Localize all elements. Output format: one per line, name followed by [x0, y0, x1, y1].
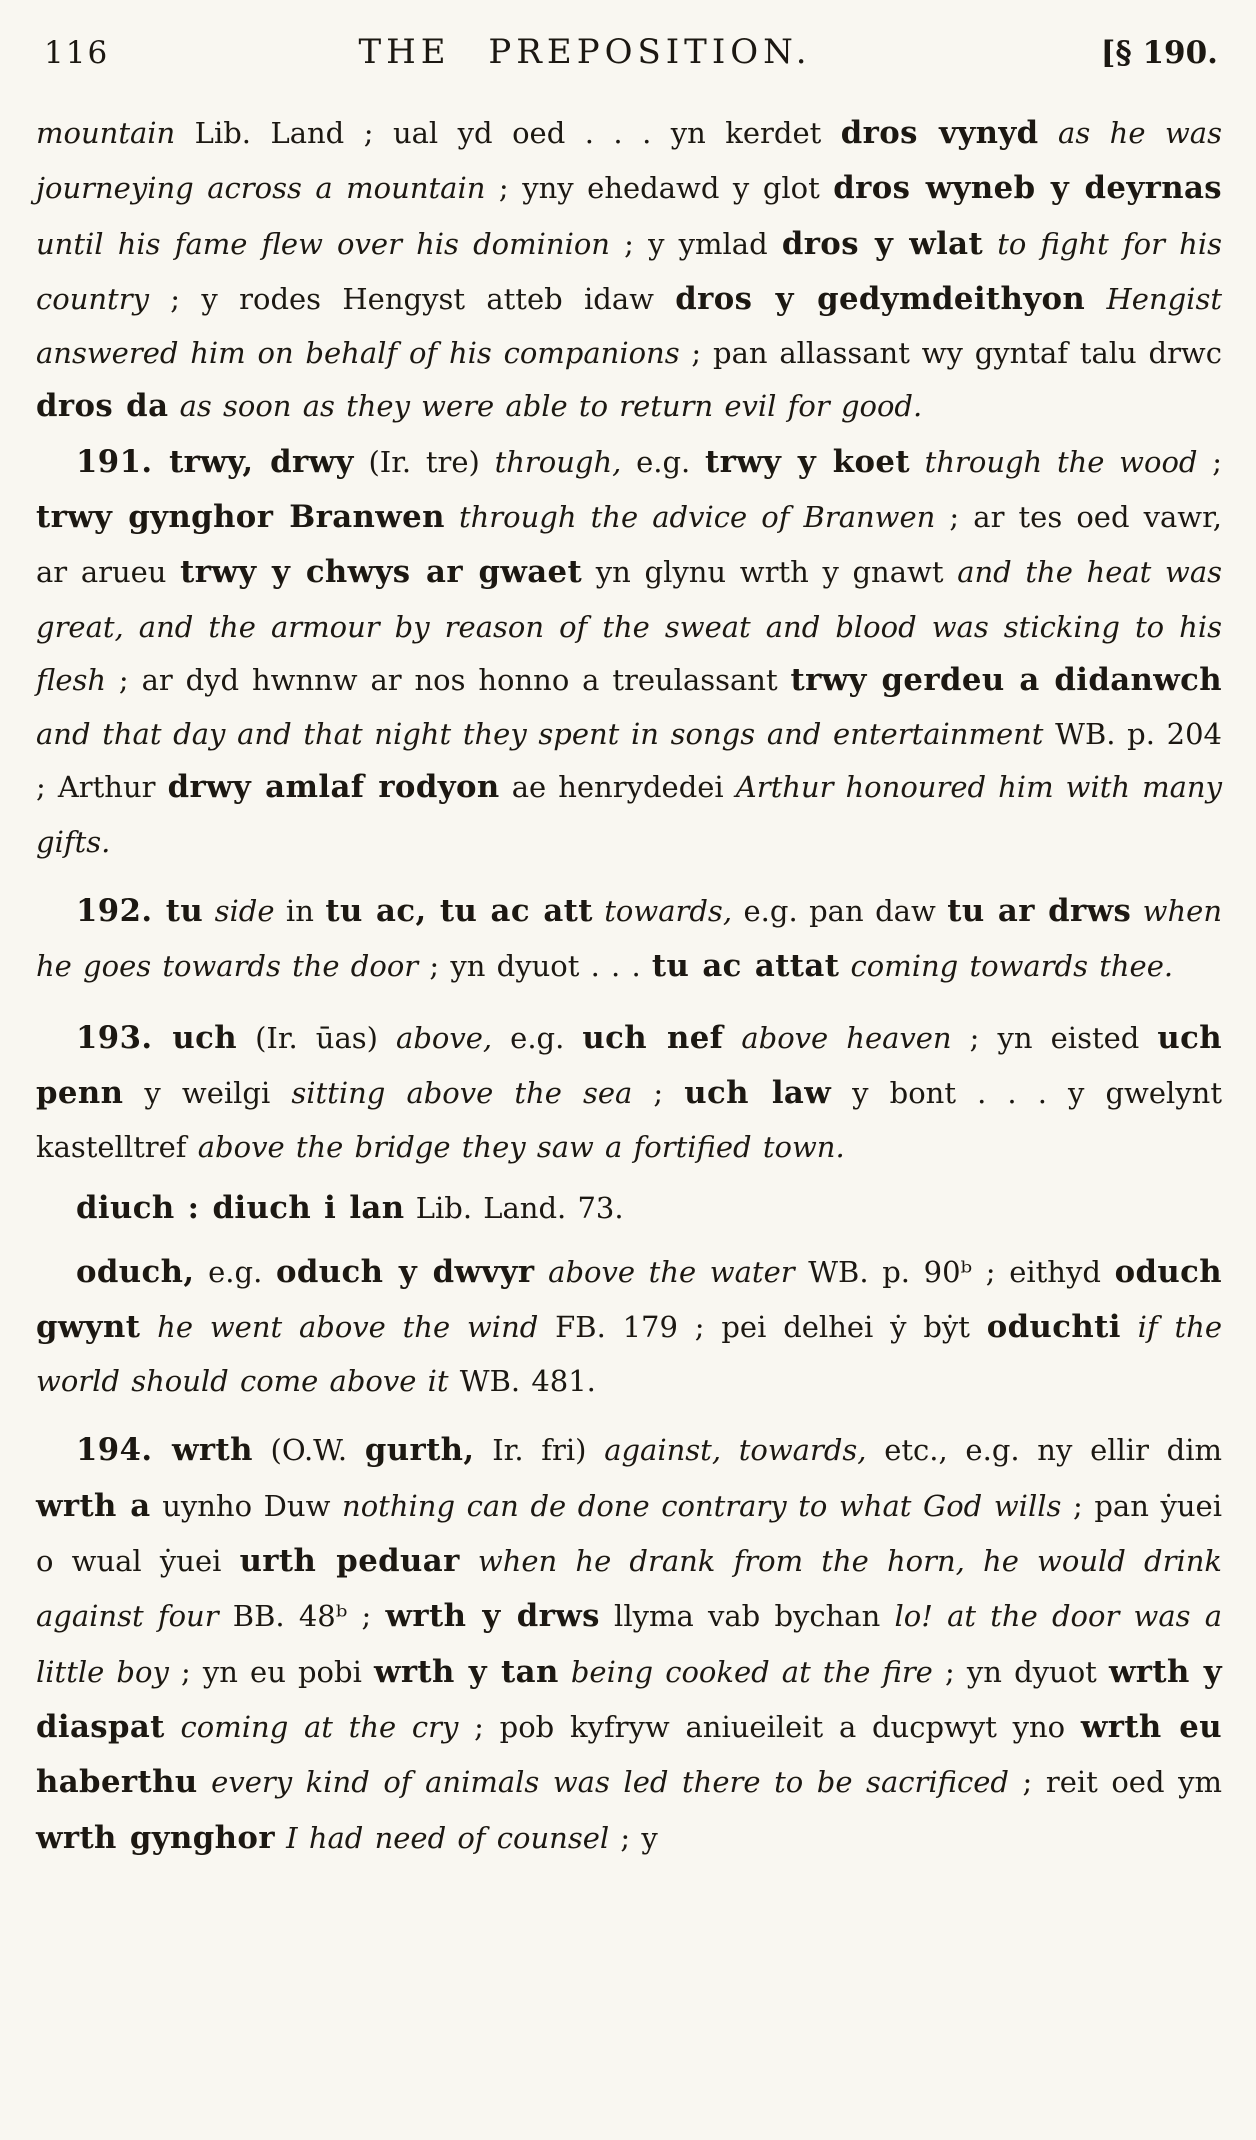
- body-text: llyma vab bychan: [599, 1599, 895, 1634]
- welsh-bold-text: uch law: [684, 1074, 832, 1111]
- italic-translation: towards,: [592, 893, 733, 928]
- welsh-bold-text: trwy y chwys ar gwaet: [180, 554, 583, 591]
- body-text: (Ir. ūas): [237, 1020, 397, 1055]
- body-text: WB. p. 204 ; Arthur: [36, 717, 1222, 805]
- welsh-bold-text: wrth y diaspat: [36, 1653, 1222, 1745]
- welsh-bold-text: oduch y dwvyr: [275, 1253, 535, 1290]
- body-text: ; y: [609, 1820, 658, 1855]
- paragraph: [36, 884, 1222, 995]
- body-text: (O.W.: [252, 1433, 365, 1468]
- body-text: ;: [1197, 444, 1222, 479]
- italic-translation: through,: [494, 444, 622, 479]
- body-text: ; yn eisted: [951, 1020, 1158, 1055]
- body-text: ; reit oed ym: [1008, 1765, 1222, 1800]
- italic-translation: above,: [396, 1020, 493, 1055]
- page-number: 116: [44, 35, 110, 71]
- paragraph: [36, 1011, 1222, 1174]
- paragraph: [36, 106, 1222, 435]
- welsh-bold-text: oduch,: [76, 1253, 195, 1290]
- welsh-bold-text: drwy amlaf rodyon: [167, 769, 500, 806]
- paragraph: [36, 435, 1222, 868]
- welsh-bold-text: oduchti: [986, 1308, 1121, 1345]
- body-text: ; ar dyd hwnnw ar nos honno a treulassant: [106, 662, 791, 697]
- body-text: ; yn dyuot . . .: [418, 949, 652, 984]
- paragraph: [36, 1423, 1222, 1866]
- body-text: yn glynu wrth y gnawt: [582, 555, 958, 590]
- body-text: Ir. fri): [474, 1433, 605, 1468]
- welsh-bold-text: 191. trwy, drwy: [76, 443, 354, 480]
- italic-translation: nothing can de done contrary to what God wills: [342, 1488, 1062, 1523]
- italic-translation: coming towards thee.: [839, 949, 1174, 984]
- italic-translation: until his fame flew over his dominion: [36, 226, 610, 261]
- body-text: ; pob kyfryw aniueileit a ducpwyt yno: [458, 1710, 1081, 1744]
- welsh-bold-text: dros da: [36, 388, 169, 425]
- welsh-bold-text: uch nef: [582, 1019, 724, 1056]
- body-text: ; y ymlad: [609, 226, 782, 261]
- welsh-bold-text: dros wyneb y deyrnas: [833, 170, 1222, 207]
- italic-translation: if the world should come above it: [36, 1309, 1222, 1399]
- body-text: Lib. Land. 73.: [404, 1191, 624, 1226]
- welsh-bold-text: 193. uch: [76, 1019, 238, 1056]
- italic-translation: to fight for his country: [36, 226, 1222, 316]
- body-text: (Ir. tre): [353, 444, 495, 479]
- welsh-bold-text: trwy y koet: [705, 443, 910, 480]
- welsh-bold-text: dros vynyd: [840, 115, 1039, 151]
- body-text: e.g.: [492, 1020, 583, 1055]
- welsh-bold-text: tu ac, tu ac att: [325, 892, 593, 929]
- italic-translation: sitting above the sea: [291, 1075, 633, 1110]
- body-text: e.g.: [194, 1254, 276, 1289]
- body-text: y weilgi: [123, 1075, 292, 1110]
- italic-translation: mountain: [36, 116, 176, 150]
- italic-translation: and that day and that night they spent in songs and entertainment: [36, 717, 1044, 752]
- italic-translation: being cooked at the fire: [558, 1654, 933, 1689]
- italic-translation: Arthur honoured him with many gifts.: [36, 770, 1222, 859]
- paragraph: [36, 1245, 1222, 1408]
- welsh-bold-text: gurth,: [364, 1432, 475, 1469]
- body-text: FB. 179 ; pei delhei ẏ bẏt: [538, 1309, 987, 1344]
- welsh-bold-text: trwy gynghor Branwen: [36, 499, 445, 536]
- welsh-bold-text: trwy gerdeu a didanwch: [790, 661, 1222, 698]
- welsh-bold-text: wrth eu haberthu: [36, 1709, 1223, 1801]
- section-reference: [§ 190.: [1100, 35, 1218, 71]
- italic-translation: through the wood: [909, 444, 1198, 479]
- welsh-bold-text: tu ac attat: [651, 948, 840, 985]
- body-text: ; pan ẏuei o wual ẏuei: [36, 1488, 1222, 1579]
- body-text: ae henrydedei: [499, 770, 736, 805]
- body-text: etc., e.g. ny ellir dim: [866, 1433, 1222, 1468]
- italic-translation: above the bridge they saw a fortified town.: [197, 1130, 845, 1165]
- body-text: e.g.: [621, 444, 705, 479]
- body-text: ; yn dyuot: [932, 1654, 1109, 1689]
- italic-translation: as soon as they were able to return evil for good.: [168, 389, 923, 424]
- page-text: [34, 106, 1226, 1866]
- welsh-bold-text: 194. wrth: [76, 1432, 253, 1469]
- welsh-bold-text: uch penn: [36, 1019, 1223, 1111]
- body-text: uynho Duw: [150, 1488, 343, 1523]
- paragraph: [36, 1181, 1222, 1236]
- italic-translation: he went above the wind: [140, 1309, 539, 1344]
- body-text: Lib. Land ; ual yd oed . . . yn kerdet: [175, 116, 841, 150]
- italic-translation: as he was journeying across a mountain: [36, 116, 1222, 206]
- italic-translation: and the heat was great, and the armour by reason of the sweat and blood was sticking to his flesh: [36, 555, 1222, 697]
- welsh-bold-text: wrth y drws: [385, 1598, 600, 1635]
- italic-translation: above heaven: [723, 1020, 952, 1055]
- italic-translation: side: [203, 893, 275, 928]
- italic-translation: through the advice of Branwen: [444, 500, 936, 535]
- body-text: ; yny ehedawd y glot: [485, 171, 834, 206]
- welsh-bold-text: oduch gwynt: [36, 1253, 1222, 1345]
- body-text: WB. p. 90ᵇ ; eithyd: [794, 1254, 1115, 1289]
- welsh-bold-text: tu ar drws: [947, 892, 1132, 929]
- welsh-bold-text: 192. tu: [76, 892, 204, 929]
- body-text: ; ar tes oed vawr, ar arueu: [36, 500, 1222, 590]
- welsh-bold-text: wrth a: [36, 1487, 151, 1524]
- welsh-bold-text: wrth y tan: [373, 1653, 559, 1690]
- italic-translation: every kind of animals was led there to be sacrificed: [197, 1765, 1009, 1800]
- body-text: BB. 48ᵇ ;: [218, 1599, 386, 1634]
- italic-translation: Hengist answered him on behalf of his companions: [36, 281, 1222, 371]
- body-text: ; y rodes Hengyst atteb idaw: [148, 281, 676, 316]
- italic-translation: when he goes towards the door: [36, 893, 1222, 984]
- body-text: y bont . . . y gwelynt kastelltref: [36, 1075, 1223, 1165]
- welsh-bold-text: diuch : diuch i lan: [76, 1190, 405, 1227]
- body-text: in: [274, 893, 326, 928]
- italic-translation: when he drank from the horn, he would drink against four: [36, 1544, 1222, 1634]
- page-header: [34, 26, 1226, 72]
- welsh-bold-text: urth peduar: [239, 1543, 460, 1580]
- italic-translation: against, towards,: [604, 1433, 867, 1468]
- welsh-bold-text: wrth gynghor: [36, 1819, 275, 1856]
- welsh-bold-text: dros y wlat: [781, 225, 984, 262]
- welsh-bold-text: dros y gedymdeithyon: [675, 280, 1086, 317]
- body-text: ; yn eu pobi: [168, 1654, 374, 1689]
- italic-translation: I had need of counsel: [274, 1820, 610, 1855]
- body-text: e.g. pan daw: [732, 893, 948, 928]
- body-text: ; pan allassant wy gyntaf talu drwc: [679, 336, 1222, 371]
- italic-translation: coming at the cry: [164, 1710, 459, 1744]
- body-text: WB. 481.: [448, 1364, 596, 1399]
- italic-translation: above the water: [534, 1254, 795, 1289]
- body-text: ;: [632, 1075, 685, 1110]
- italic-translation: lo! at the door was a little boy: [36, 1599, 1223, 1689]
- page-title: THE PREPOSITION.: [358, 32, 812, 72]
